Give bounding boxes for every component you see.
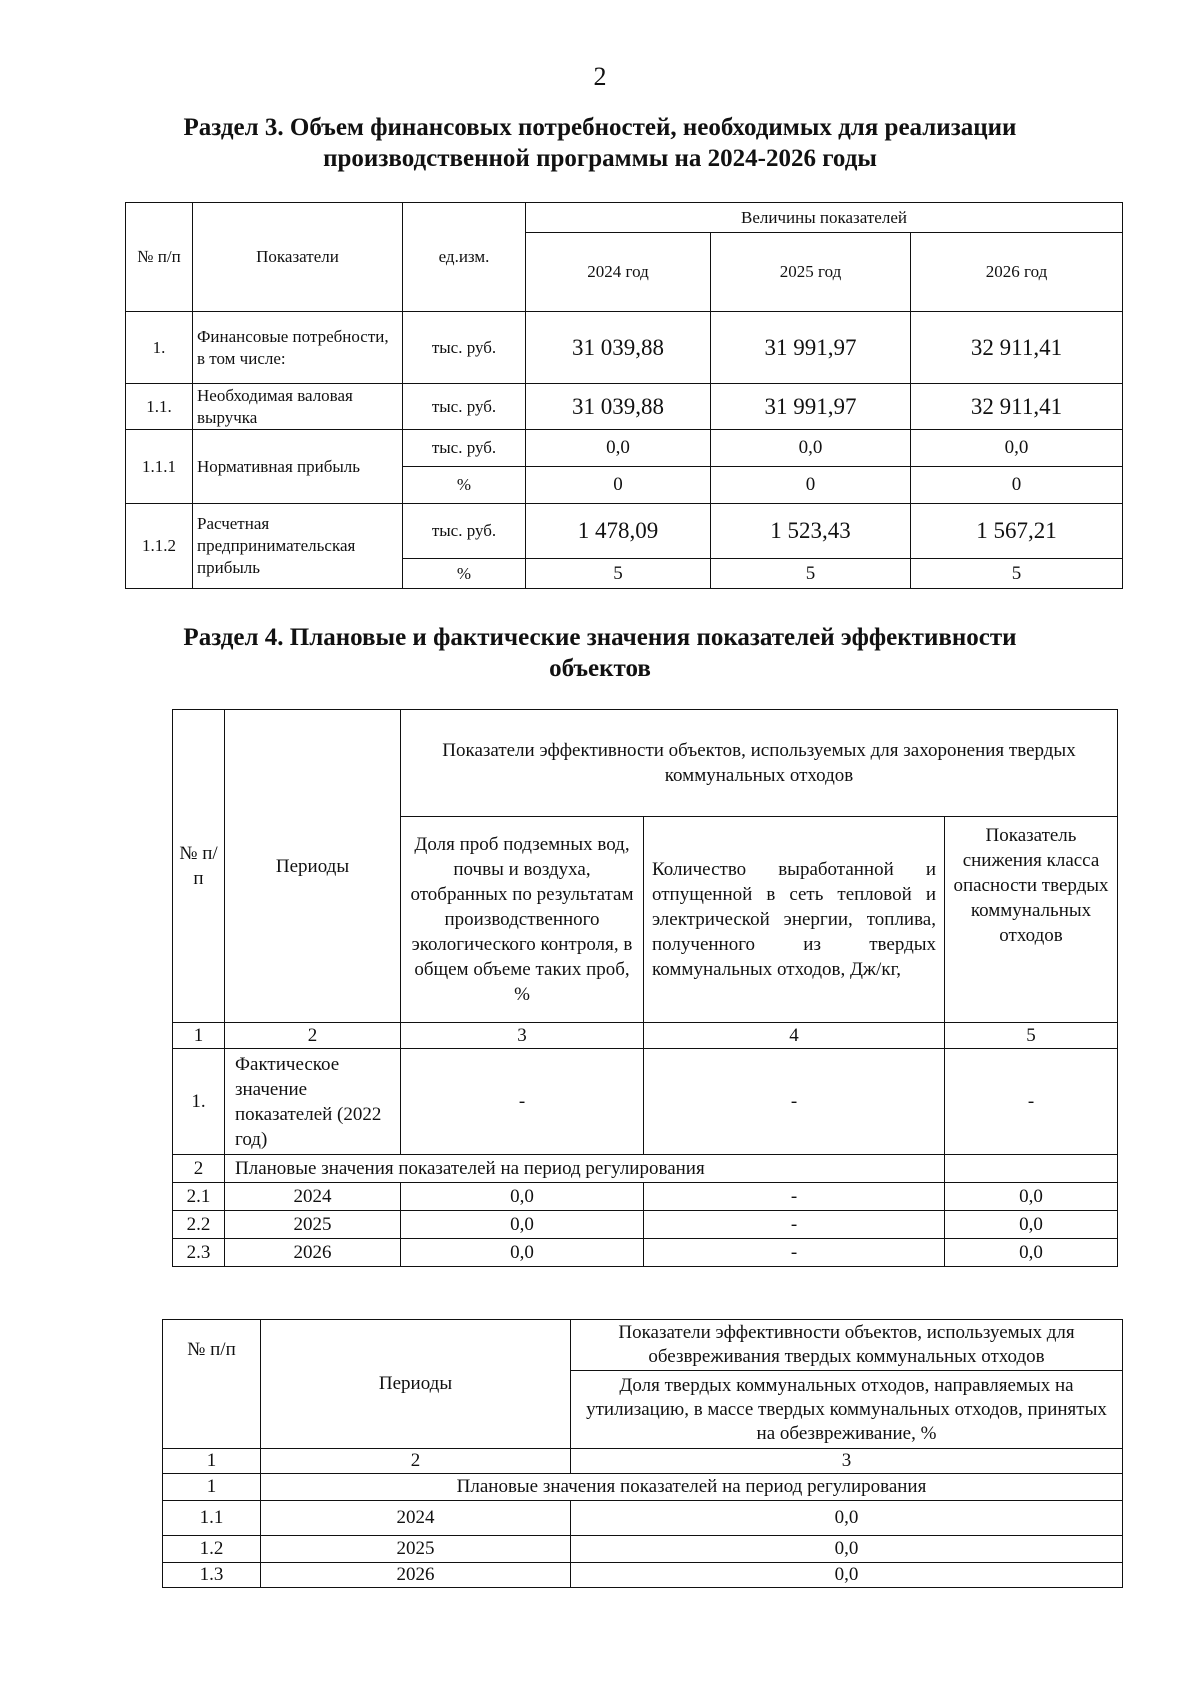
row-num: 2.2 [173, 1211, 225, 1239]
t1-planned-empty [945, 1155, 1118, 1183]
row-name: Финансовые потребности, в том числе: [193, 312, 403, 384]
table-row [163, 1563, 1123, 1588]
table-row [173, 1183, 1118, 1211]
t2-col3-header: Доля твердых коммунальных отходов, направляемых на утилизацию, в массе твердых коммунальных отходов, принятых на обезвреживание, % [571, 1371, 1123, 1449]
table-row [163, 1536, 1123, 1563]
t1-actual-period: Фактическое значение показателей (2022 год) [225, 1049, 401, 1155]
t1-actual-c3: - [401, 1049, 644, 1155]
t1-index-cell: 1 [173, 1023, 225, 1049]
t2-header-periods: Периоды [261, 1320, 571, 1449]
header-2025: 2025 год [711, 233, 911, 312]
row-value-2025: 31 991,97 [711, 312, 911, 384]
burial-efficiency-table [172, 709, 1118, 1267]
row-value: 0,0 [571, 1536, 1123, 1563]
row-value-2025: 0 [711, 467, 911, 504]
table-row [173, 1211, 1118, 1239]
header-2024: 2024 год [526, 233, 711, 312]
table-row [126, 504, 1123, 559]
row-value-2026: 1 567,21 [911, 504, 1123, 559]
row-unit: тыс. руб. [403, 384, 526, 430]
row-value: 0,0 [571, 1563, 1123, 1588]
row-unit: тыс. руб. [403, 312, 526, 384]
row-unit: % [403, 467, 526, 504]
row-num: 1.1.1 [126, 430, 193, 504]
header-2026: 2026 год [911, 233, 1123, 312]
t1-col4-header: Количество выработанной и отпущенной в сеть тепловой и электрической энергии, топлива, полученного из твердых коммунальных отходов, Дж/кг, [644, 817, 945, 1023]
t1-actual-num: 1. [173, 1049, 225, 1155]
t2-index-row [163, 1449, 1123, 1474]
header-indicators: Показатели [193, 203, 403, 312]
t1-planned-num: 2 [173, 1155, 225, 1183]
t2-index-cell: 3 [571, 1449, 1123, 1474]
t2-group-header: Показатели эффективности объектов, используемых для обезвреживания твердых коммунальных отходов [571, 1320, 1123, 1371]
row-num: 2.1 [173, 1183, 225, 1211]
t2-index-cell: 1 [163, 1449, 261, 1474]
section3-title-line1: Раздел 3. Объем финансовых потребностей, необходимых для реализации [183, 114, 1017, 141]
header-unit: ед.изм. [403, 203, 526, 312]
row-num: 1.1 [163, 1501, 261, 1536]
t1-actual-c5: - [945, 1049, 1118, 1155]
t1-group-header: Показатели эффективности объектов, используемых для захоронения твердых коммунальных отходов [401, 710, 1118, 817]
row-num: 1.3 [163, 1563, 261, 1588]
row-year: 2026 [261, 1563, 571, 1588]
row-value-2025: 1 523,43 [711, 504, 911, 559]
row-value-2024: 0 [526, 467, 711, 504]
t1-col3-header: Доля проб подземных вод, почвы и воздуха, отобранных по результатам производственного экологического контроля, в общем объеме таких проб, % [401, 817, 644, 1023]
row-name: Необходимая валовая выручка [193, 384, 403, 430]
t2-planned-num: 1 [163, 1474, 261, 1501]
table-row [126, 384, 1123, 430]
table-row [163, 1474, 1123, 1501]
table-row [173, 1049, 1118, 1155]
row-year: 2024 [261, 1501, 571, 1536]
row-value-2024: 1 478,09 [526, 504, 711, 559]
row-value-2026: 0 [911, 467, 1123, 504]
row-value-2024: 0,0 [526, 430, 711, 467]
table-row [126, 430, 1123, 467]
row-c3: 0,0 [401, 1183, 644, 1211]
row-num: 2.3 [173, 1239, 225, 1267]
page-number: 2 [593, 62, 607, 91]
row-value-2026: 5 [911, 559, 1123, 589]
t1-index-cell: 4 [644, 1023, 945, 1049]
section4-title [0, 622, 1200, 684]
row-value: 0,0 [571, 1501, 1123, 1536]
row-name: Нормативная прибыль [193, 430, 403, 504]
t2-index-cell: 2 [261, 1449, 571, 1474]
t1-index-cell: 2 [225, 1023, 401, 1049]
row-num: 1.1. [126, 384, 193, 430]
row-value-2026: 32 911,41 [911, 312, 1123, 384]
row-c4: - [644, 1211, 945, 1239]
row-num: 1. [126, 312, 193, 384]
header-values: Величины показателей [526, 203, 1123, 233]
row-year: 2025 [225, 1211, 401, 1239]
table-row [126, 312, 1123, 384]
t1-col5-header: Показатель снижения класса опасности твердых коммунальных отходов [945, 817, 1118, 1023]
t2-header-num: № п/п [163, 1320, 261, 1449]
row-year: 2025 [261, 1536, 571, 1563]
financial-needs-table [125, 202, 1123, 589]
row-value-2024: 31 039,88 [526, 384, 711, 430]
section3-title-line2: производственной программы на 2024-2026 годы [323, 145, 877, 172]
row-value-2026: 0,0 [911, 430, 1123, 467]
row-c4: - [644, 1183, 945, 1211]
t1-header-num: № п/п [173, 710, 225, 1023]
row-num: 1.2 [163, 1536, 261, 1563]
row-value-2026: 32 911,41 [911, 384, 1123, 430]
neutralization-efficiency-table [162, 1319, 1123, 1588]
row-unit: % [403, 559, 526, 589]
table-row [173, 1239, 1118, 1267]
row-value-2024: 5 [526, 559, 711, 589]
t1-actual-c4: - [644, 1049, 945, 1155]
row-year: 2024 [225, 1183, 401, 1211]
t1-index-cell: 5 [945, 1023, 1118, 1049]
section3-title [0, 112, 1200, 174]
row-year: 2026 [225, 1239, 401, 1267]
row-c3: 0,0 [401, 1211, 644, 1239]
row-c5: 0,0 [945, 1239, 1118, 1267]
row-c5: 0,0 [945, 1211, 1118, 1239]
table-row [163, 1501, 1123, 1536]
table-row [173, 1155, 1118, 1183]
row-c4: - [644, 1239, 945, 1267]
row-name: Расчетная предпринимательская прибыль [193, 504, 403, 589]
t1-index-cell: 3 [401, 1023, 644, 1049]
section4-title-line1: Раздел 4. Плановые и фактические значения показателей эффективности [183, 624, 1017, 651]
row-value-2025: 31 991,97 [711, 384, 911, 430]
row-num: 1.1.2 [126, 504, 193, 589]
section4-title-line2: объектов [549, 655, 651, 682]
row-value-2025: 5 [711, 559, 911, 589]
t1-header-periods: Периоды [225, 710, 401, 1023]
row-value-2025: 0,0 [711, 430, 911, 467]
t1-index-row [173, 1023, 1118, 1049]
t2-planned-header: Плановые значения показателей на период регулирования [261, 1474, 1123, 1501]
row-value-2024: 31 039,88 [526, 312, 711, 384]
header-num: № п/п [126, 203, 193, 312]
row-c3: 0,0 [401, 1239, 644, 1267]
row-c5: 0,0 [945, 1183, 1118, 1211]
row-unit: тыс. руб. [403, 430, 526, 467]
t1-planned-header: Плановые значения показателей на период регулирования [225, 1155, 945, 1183]
row-unit: тыс. руб. [403, 504, 526, 559]
